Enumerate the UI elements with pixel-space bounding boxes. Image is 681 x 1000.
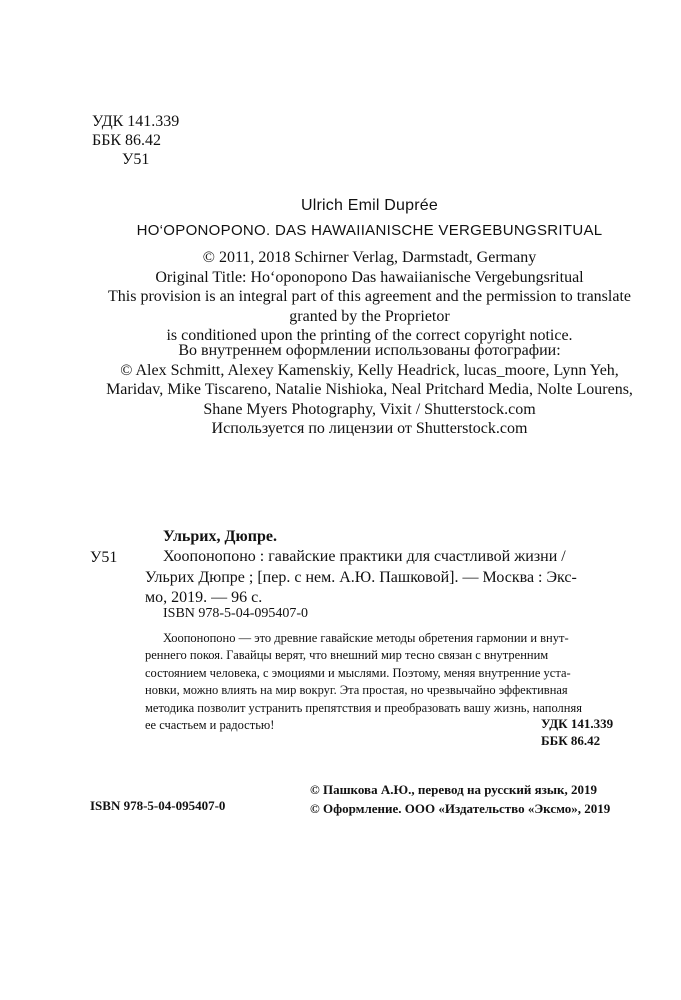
card-author-mark: У51 [90,549,118,566]
card-description-line: Ульрих Дюпре ; [пер. с нем. А.Ю. Пашковой]. — Москва : Экс- [145,568,577,586]
card-description-line: Хоопонопоно : гавайские практики для счастливой жизни / [163,548,566,565]
photo-credits-line: Во внутреннем оформлении использованы фотографии: [178,342,561,359]
original-author: Ulrich Emil Duprée [301,197,438,214]
bbk-code: ББК 86.42 [541,733,601,748]
annotation-line: состоянием человека, с эмоциями и мыслями. Поэтому, меняя внутренние уста- [145,665,571,680]
annotation-line: методика позволит устранить препятствия и преобразовать вашу жизнь, наполняя [145,700,582,715]
rights-block [310,780,610,818]
card-author: Ульрих, Дюпре. [163,528,277,545]
photo-credits-line: © Alex Schmitt, Alexey Kamenskiy, Kelly Headrick, lucas_moore, Lynn Yeh, [120,361,619,379]
classification-codes [92,112,179,169]
author-mark: У51 [122,151,150,168]
copyright-line: is conditioned upon the printing of the correct copyright notice. [166,327,573,344]
card-description-line: мо, 2019. — 96 с. [145,589,263,606]
design-rights: © Оформление. ООО «Издательство «Эксмо», 2019 [310,801,611,816]
annotation-codes [541,715,613,749]
photo-credits-line: Используется по лицензии от Shutterstock.com [211,420,528,437]
annotation-line: Хоопонопоно — это древние гавайские методы обретения гармонии и внут- [163,631,569,645]
copyright-line: granted by the Proprietor [289,307,450,325]
isbn-bottom: ISBN 978-5-04-095407-0 [90,798,226,813]
card-description [145,547,612,609]
photo-credits-line: Maridav, Mike Tiscareno, Natalie Nishioka, Neal Pritchard Media, Nolte Lourens, [106,381,633,398]
copyright-line: © 2011, 2018 Schirner Verlag, Darmstadt, Germany [202,249,537,266]
copyright-line: Original Title: Ho‘oponopono Das hawaiianische Vergebungsritual [155,268,584,286]
annotation-line: новки, можно влиять на мир вокруг. Эта простая, но чрезвычайно эффективная [145,683,568,698]
photo-credits-line: Shane Myers Photography, Vixit / Shutterstock.com [203,400,536,418]
copyright-block [0,248,681,346]
udk-code: УДК 141.339 [92,113,180,130]
card-isbn: ISBN 978-5-04-095407-0 [163,606,309,621]
udk-code: УДК 141.339 [541,716,614,731]
annotation-line: реннего покоя. Гавайцы верят, что внешний мир тесно связан с внутренним [145,648,549,663]
annotation-line: ее счастьем и радостью! [145,718,275,733]
photo-credits [0,341,681,439]
bbk-code: ББК 86.42 [92,132,162,149]
copyright-line: This provision is an integral part of this agreement and the permission to translate [108,288,631,305]
translation-rights: © Пашкова А.Ю., перевод на русский язык, 2019 [310,782,598,797]
original-title: HO‘OPONOPONO. DAS HAWAIIANISCHE VERGEBUNGSRITUAL [136,222,603,239]
